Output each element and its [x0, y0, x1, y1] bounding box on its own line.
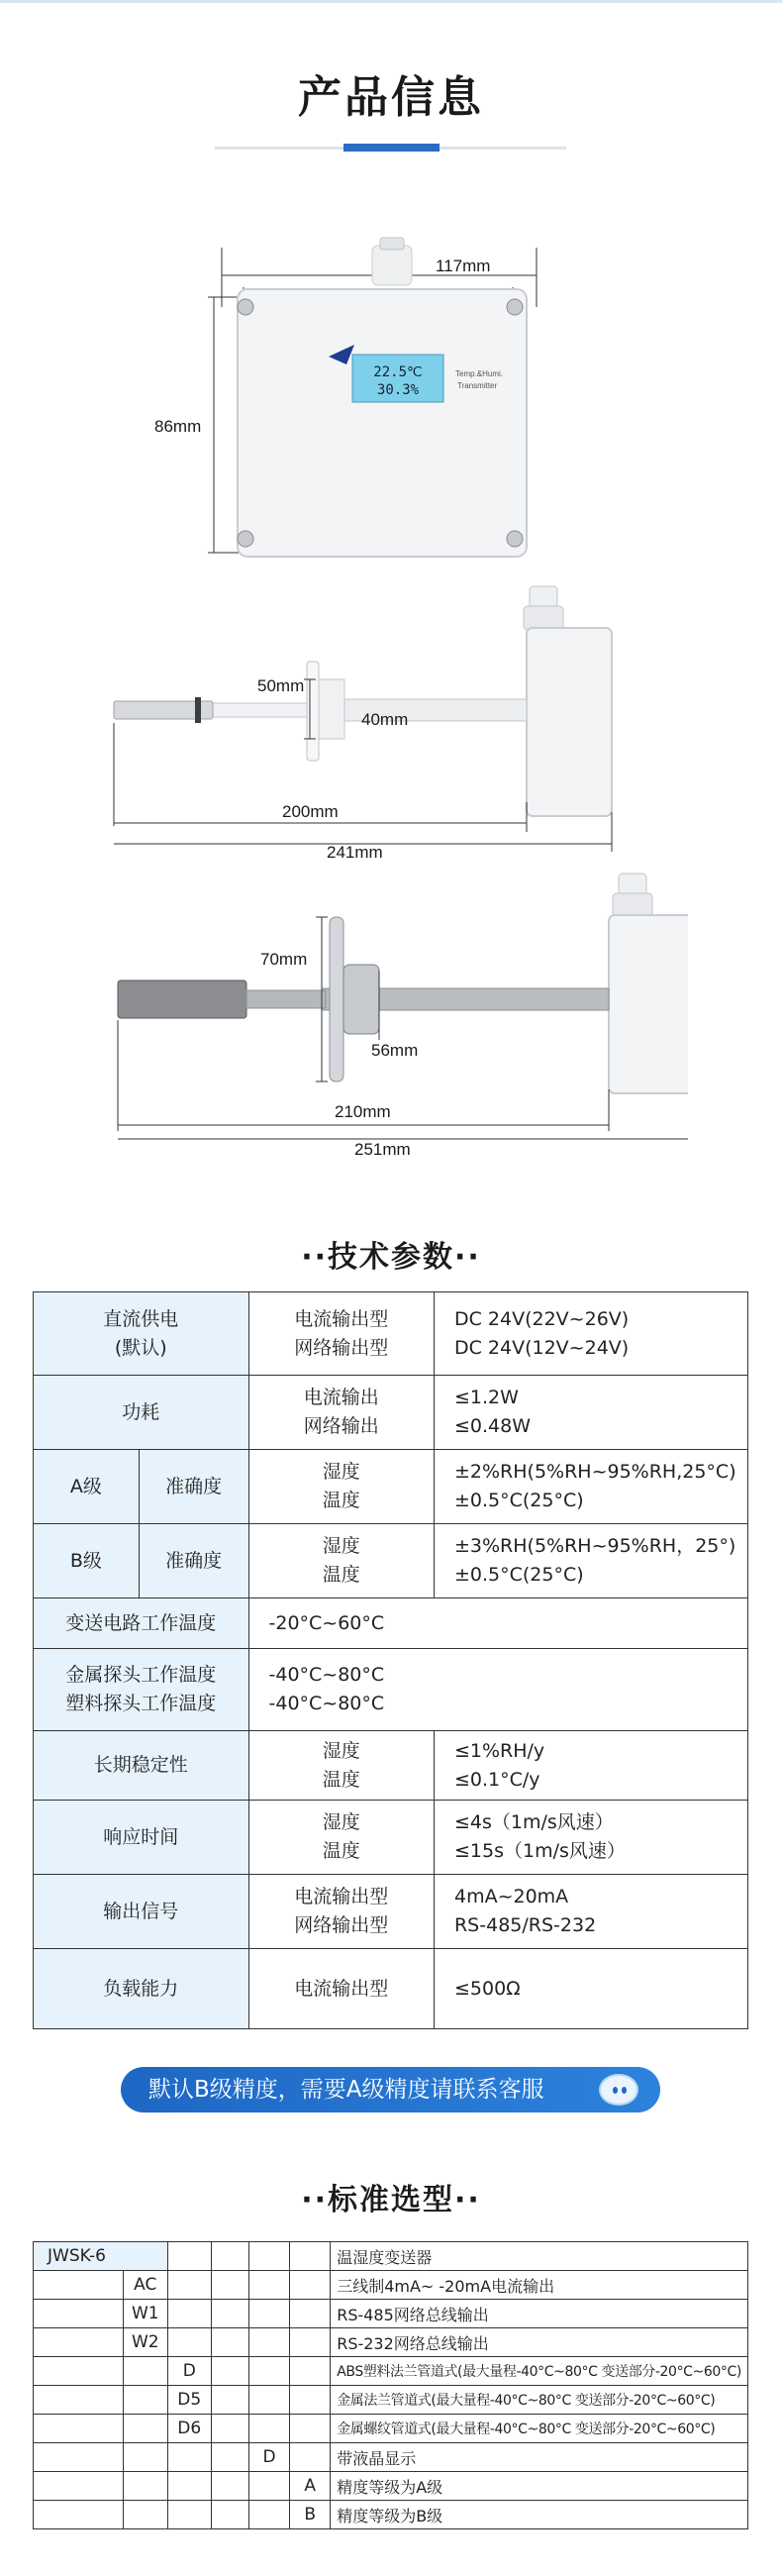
row-sub: 温度 — [322, 1768, 360, 1791]
dim-117: 117mm — [436, 257, 491, 275]
table-row — [34, 2242, 748, 2271]
row-value: 4mA~20mA — [453, 1886, 569, 1907]
table-row — [34, 1524, 748, 1598]
row-sub: 湿度 — [322, 1535, 360, 1557]
output-desc: RS-485网络总线输出 — [331, 2300, 748, 2328]
row-sub: 电流输出 — [303, 1387, 379, 1408]
row-value: -20°C~60°C — [248, 1598, 748, 1649]
row-value: ≤4s（1m/s风速） — [453, 1811, 614, 1833]
row-value: ≤15s（1m/s风速） — [453, 1840, 626, 1862]
device-label-line1: Temp.&Humi. — [455, 369, 504, 378]
output-code: W1 — [123, 2300, 167, 2328]
top-border-line — [0, 0, 782, 3]
model-code: JWSK-6 — [34, 2242, 168, 2271]
row-value: ≤1.2W — [453, 1387, 519, 1408]
row-sub: 电流输出型 — [248, 1949, 434, 2029]
row-sub: 网络输出型 — [294, 1914, 389, 1936]
table-row — [34, 1801, 748, 1875]
row-value: ≤0.1°C/y — [453, 1768, 540, 1791]
row-label: 变送电路工作温度 — [34, 1598, 249, 1649]
row-sub: 湿度 — [322, 1811, 360, 1833]
dim-70: 70mm — [260, 950, 308, 969]
grade-desc: 精度等级为B级 — [331, 2501, 748, 2529]
display-code: D — [248, 2443, 289, 2472]
row-value: ±2%RH(5%RH~95%RH,25°C) — [453, 1461, 736, 1483]
mount-desc: 金属螺纹管道式(最大量程-40°C~80°C 变送部分-20°C~60°C) — [331, 2415, 748, 2443]
grade-label: A级 — [34, 1450, 140, 1524]
row-label: 输出信号 — [34, 1875, 249, 1949]
table-row — [34, 2328, 748, 2357]
icon-eye — [622, 2087, 627, 2094]
dim-86: 86mm — [154, 417, 202, 436]
mount-code: D — [167, 2357, 211, 2386]
customer-service-icon[interactable] — [599, 2074, 638, 2106]
notice-text: 默认B级精度，需要A级精度请联系客服 — [148, 2077, 544, 2103]
display-humi-readout: 30.3% — [376, 382, 420, 398]
row-label: 负载能力 — [34, 1949, 249, 2029]
output-desc: RS-232网络总线输出 — [331, 2328, 748, 2357]
mount-desc: ABS塑料法兰管道式(最大量程-40°C~80°C 变送部分-20°C~60°C) — [331, 2357, 748, 2386]
table-row — [34, 2271, 748, 2300]
grade-desc: 精度等级为A级 — [331, 2472, 748, 2501]
row-label: 直流供电 — [103, 1307, 179, 1330]
table-row — [34, 2357, 748, 2386]
row-label: 长期稳定性 — [34, 1731, 249, 1801]
side-view-metal-figure — [94, 862, 688, 1159]
table-row — [34, 2386, 748, 2415]
grade-code: B — [290, 2501, 331, 2529]
grade-label: B级 — [34, 1524, 140, 1598]
row-value: ≤1%RH/y — [453, 1739, 545, 1762]
page-title: 产品信息 — [298, 72, 484, 123]
dim-241: 241mm — [327, 843, 383, 862]
row-label: 准确度 — [139, 1524, 248, 1598]
table-row — [34, 1731, 748, 1801]
row-label: 金属探头工作温度 — [65, 1664, 217, 1686]
row-sub: 湿度 — [322, 1739, 360, 1762]
front-view-figure — [139, 228, 594, 574]
table-row — [34, 1376, 748, 1450]
row-sub: 温度 — [322, 1564, 360, 1586]
table-row — [34, 1875, 748, 1949]
row-label: 功耗 — [34, 1376, 249, 1450]
row-sub: 温度 — [322, 1840, 360, 1862]
table-row — [34, 1450, 748, 1524]
row-sub: 温度 — [322, 1490, 360, 1511]
row-sub: 电流输出型 — [294, 1307, 389, 1330]
row-value: RS-485/RS-232 — [453, 1914, 597, 1936]
row-value: ≤500Ω — [434, 1949, 747, 2029]
row-sub: 湿度 — [322, 1461, 360, 1483]
precision-notice-banner — [121, 2067, 660, 2112]
table-row — [34, 2443, 748, 2472]
dim-210: 210mm — [335, 1102, 391, 1121]
display-desc: 带液晶显示 — [331, 2443, 748, 2472]
tech-params-title: ··技术参数·· — [301, 1240, 481, 1275]
row-label: 响应时间 — [34, 1801, 249, 1875]
row-label: 准确度 — [139, 1450, 248, 1524]
row-sub: 网络输出 — [303, 1415, 379, 1437]
row-value: -40°C~80°C — [268, 1664, 385, 1686]
output-desc: 三线制4mA~ -20mA电流输出 — [331, 2271, 748, 2300]
table-row — [34, 2300, 748, 2328]
icon-eye — [613, 2087, 618, 2094]
dim-56: 56mm — [371, 1041, 419, 1060]
row-label: (默认) — [114, 1336, 167, 1359]
title-divider-accent — [343, 144, 440, 152]
dim-40: 40mm — [361, 710, 409, 729]
row-value: DC 24V(12V~24V) — [453, 1336, 630, 1359]
row-value: ±0.5°C(25°C) — [453, 1490, 584, 1511]
display-temp-readout: 22.5℃ — [373, 364, 423, 380]
mount-code: D6 — [167, 2415, 211, 2443]
table-row — [34, 1649, 748, 1731]
row-value: ±0.5°C(25°C) — [453, 1564, 584, 1586]
grade-code: A — [290, 2472, 331, 2501]
row-value: -40°C~80°C — [268, 1693, 385, 1714]
row-sub: 电流输出型 — [294, 1886, 389, 1907]
row-value: DC 24V(22V~26V) — [453, 1307, 630, 1330]
output-code: W2 — [123, 2328, 167, 2357]
table-row — [34, 1949, 748, 2029]
table-row — [34, 1292, 748, 1376]
dim-50: 50mm — [257, 676, 305, 695]
mount-desc: 金属法兰管道式(最大量程-40°C~80°C 变送部分-20°C~60°C) — [331, 2386, 748, 2415]
selection-title: ··标准选型·· — [301, 2183, 481, 2217]
row-value: ±3%RH(5%RH~95%RH，25°) — [453, 1535, 736, 1557]
row-label: 塑料探头工作温度 — [65, 1693, 217, 1714]
selection-table — [33, 2241, 748, 2529]
table-row — [34, 1598, 748, 1649]
table-row — [34, 2415, 748, 2443]
output-code: AC — [123, 2271, 167, 2300]
mount-code: D5 — [167, 2386, 211, 2415]
tech-params-table — [33, 1291, 748, 2029]
row-value: ≤0.48W — [453, 1415, 531, 1437]
device-label-line2: Transmitter — [457, 381, 498, 390]
side-view-plastic-figure — [94, 574, 648, 862]
dim-251: 251mm — [354, 1140, 411, 1159]
row-sub: 网络输出型 — [294, 1336, 389, 1359]
model-desc: 温湿度变送器 — [331, 2242, 748, 2271]
table-row — [34, 2472, 748, 2501]
dim-200: 200mm — [282, 802, 339, 821]
table-row — [34, 2501, 748, 2529]
